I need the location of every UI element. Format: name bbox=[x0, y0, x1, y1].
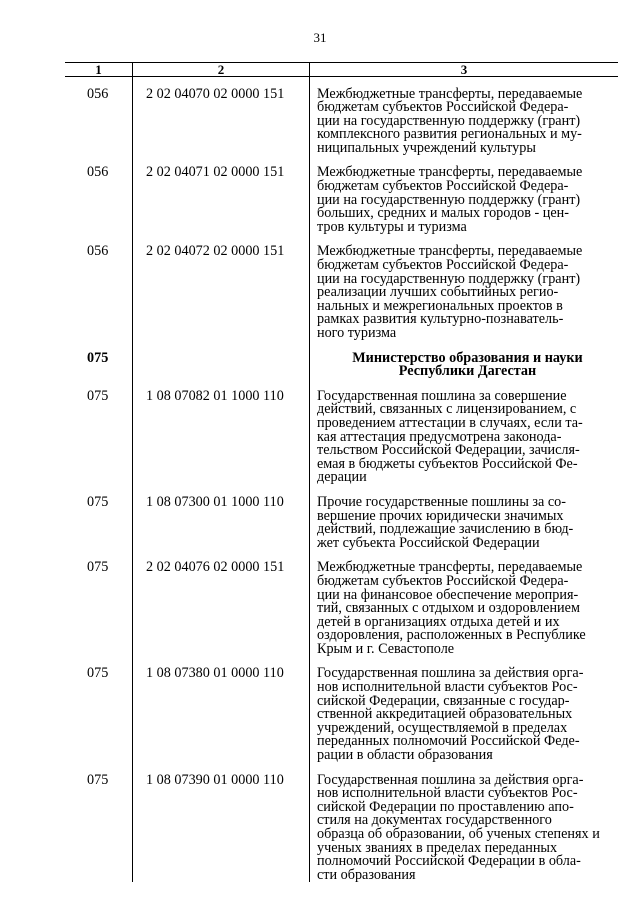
table-row bbox=[65, 496, 618, 550]
table-row bbox=[65, 245, 618, 340]
budget-classification-code: 2 02 04076 02 0000 151 bbox=[133, 561, 310, 656]
revenue-description: Государственная пошлина за действия орга- нов исполнительной власти субъектов Рос- сийской Федерации по проставлению апо- стиля на документах государственного образца об образовании, об ученых степенях и ученых званиях в пределах переданных полномочий Российской Федерации в обла- сти образования bbox=[317, 771, 600, 883]
page-number: 31 bbox=[313, 30, 327, 45]
admin-code: 075 bbox=[65, 352, 133, 379]
revenue-description: Межбюджетные трансферты, передаваемые бюджетам субъектов Российской Федера- ции на государственную поддержку (грант) больших, средних и малых городов - цен- тров культуры и туризма bbox=[317, 164, 583, 235]
table-header-row bbox=[65, 63, 618, 77]
revenue-description: Межбюджетные трансферты, передаваемые бюджетам субъектов Российской Федера- ции на финансовое обеспечение мероприя- тий, связанных с отдыхом и оздоровлением детей в организациях отдыха детей и их оздоровления, расположенных в Республике Крым и г. Севастополе bbox=[317, 559, 586, 657]
table-row bbox=[65, 561, 618, 656]
table-row bbox=[65, 667, 618, 762]
table-body bbox=[65, 77, 618, 883]
table-row bbox=[65, 390, 618, 485]
ministry-title: Министерство образования и науки Республики Дагестан bbox=[352, 349, 583, 380]
ministry-heading-row bbox=[65, 352, 618, 379]
budget-codes-table bbox=[65, 62, 618, 882]
admin-code: 056 bbox=[65, 88, 133, 156]
budget-classification-code bbox=[133, 352, 310, 379]
budget-classification-code: 2 02 04072 02 0000 151 bbox=[133, 245, 310, 340]
column-header-3: 3 bbox=[310, 63, 619, 77]
column-header-1: 1 bbox=[65, 63, 133, 77]
budget-classification-code: 2 02 04070 02 0000 151 bbox=[133, 88, 310, 156]
revenue-description: Государственная пошлина за совершение действий, связанных с лицензированием, с проведением аттестации в случаях, если та- кая аттестация предусмотрена законода- тельством Российской Федерации, зачисля- емая в бюджеты субъектов Российской Фе- дерации bbox=[317, 387, 583, 486]
admin-code: 075 bbox=[65, 667, 133, 762]
admin-code: 075 bbox=[65, 561, 133, 656]
admin-code: 075 bbox=[65, 496, 133, 550]
table-row bbox=[65, 166, 618, 234]
budget-classification-code: 1 08 07300 01 1000 110 bbox=[133, 496, 310, 550]
revenue-description: Государственная пошлина за действия орга- нов исполнительной власти субъектов Рос- сийской Федерации, связанные с государ- ственной аккредитацией образовательных учреждений, осуществляемой в пределах переданных полномочий Российской Феде- рации в области образования bbox=[317, 665, 584, 764]
table-row bbox=[65, 774, 618, 883]
revenue-description: Прочие государственные пошлины за со- вершение прочих юридически значимых действий, подлежащие зачислению в бюд- жет субъекта Российской Федерации bbox=[317, 493, 574, 551]
budget-classification-code: 1 08 07390 01 0000 110 bbox=[133, 774, 310, 883]
budget-classification-code: 1 08 07380 01 0000 110 bbox=[133, 667, 310, 762]
table-row bbox=[65, 88, 618, 156]
column-header-2: 2 bbox=[133, 63, 310, 77]
budget-classification-code: 1 08 07082 01 1000 110 bbox=[133, 390, 310, 485]
revenue-description: Межбюджетные трансферты, передаваемые бюджетам субъектов Российской Федера- ции на государственную поддержку (грант) комплексного развития региональных и му- ниципальных учреждений культуры bbox=[317, 85, 583, 156]
admin-code: 056 bbox=[65, 245, 133, 340]
revenue-description: Межбюджетные трансферты, передаваемые бюджетам субъектов Российской Федера- ции на государственную поддержку (грант) реализации лучших событийных регио- нальных и межрегиональных проектов в рамках развития культурно-познаватель- ного туризма bbox=[317, 243, 583, 341]
admin-code: 056 bbox=[65, 166, 133, 234]
admin-code: 075 bbox=[65, 390, 133, 485]
budget-classification-code: 2 02 04071 02 0000 151 bbox=[133, 166, 310, 234]
admin-code: 075 bbox=[65, 774, 133, 883]
